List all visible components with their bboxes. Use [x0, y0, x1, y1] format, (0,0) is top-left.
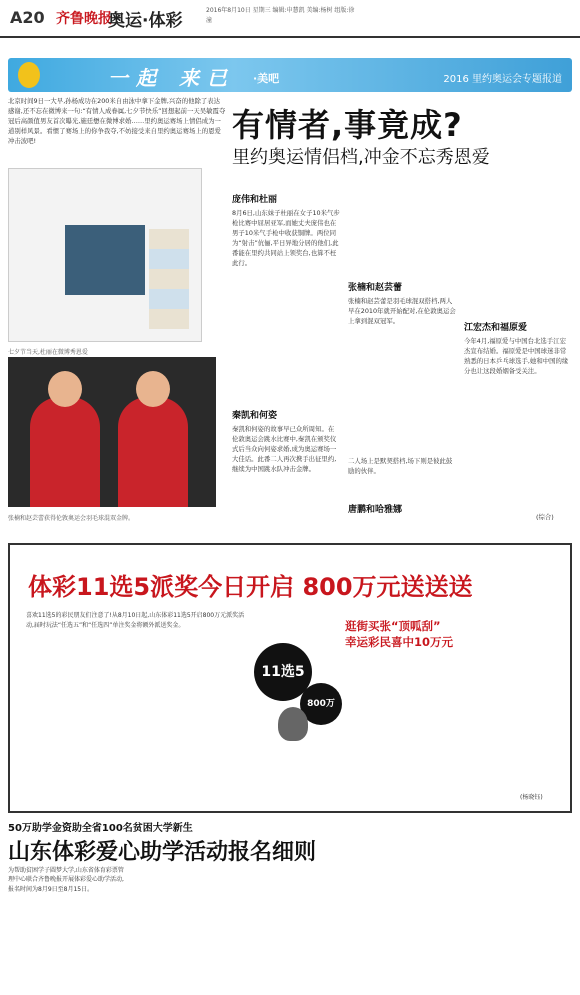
weibo-screenshot: [8, 168, 202, 342]
banner-right-text: 2016 里约奥运会专题报道: [443, 74, 562, 85]
lottery-graphic: [254, 643, 344, 743]
byline: (杨晓钰): [520, 794, 543, 801]
photo-caption: 张楠和赵芸蕾获得伦敦奥运会羽毛球混双金牌。: [8, 515, 135, 522]
charity-kicker: 50万助学金资助全省100名贫困大学新生: [8, 823, 193, 834]
section-title: 奥运·体彩: [108, 11, 183, 31]
ad-body: 喜欢11选5的彩民朋友们注意了!从8月10日起,山东体彩11选5开启800万元派奖活动,届时玩法“任选五”和“任选四”单注奖金将额外派送奖金。: [26, 612, 245, 629]
section-title: 江宏杰和福原爱: [464, 323, 528, 333]
prize-badge: 800万: [300, 683, 342, 725]
ad-story-line: 逛街买张“顶呱刮”: [345, 619, 441, 633]
section-title: 张楠和赵芸蕾: [348, 283, 403, 293]
mascot-icon: [18, 62, 40, 88]
ad-story-line: 幸运彩民喜中10万元: [345, 635, 454, 649]
page-header: [0, 0, 580, 38]
ad-story-title: [345, 618, 453, 650]
section-body: 秦凯和何姿的故事早已众所周知。在伦敦奥运会跳水比赛中,秦凯在颁奖仪式后当众向何姿求婚,成为奥运赛场一大佳话。此番二人再次携手出征里约,继续为中国跳水队冲击金牌。: [232, 425, 337, 473]
section-body: 二人场上是默契搭档,场下则是彼此鼓励的伙伴。: [348, 457, 453, 475]
feature-intro: 北京时间9日一大早,孙杨成功在200米自由泳中拿下金牌,兴奋的他除了表达感谢,还不忘在微博来一句:“有情人成眷属,七夕节快乐”回想起前一天吴敏霞夺冠后高颜值男友首次曝光,施廷懋在微博求婚……里约奥运赛场上情侣成为一道别样风景。看惯了赛场上的你争我夺,不妨接受来自里约奥运赛场上的恩爱冲击波吧!: [8, 97, 226, 145]
athlete-figure: [118, 397, 188, 507]
section-body: 8月6日,山东妹子杜丽在女子10米气步枪比赛中屈居亚军,而她丈夫庞伟也在男子10米气手枪中收获铜牌。两位同为“射击”伉俪,平日异地分居的他们,此番能在里约共同站上领奖台,也算不枉此行。: [232, 209, 340, 267]
banner-suffix: ·美吧: [253, 72, 280, 85]
athlete-figure: [30, 397, 100, 507]
athlete-head: [48, 371, 82, 407]
section-title: 秦凯和何姿: [232, 411, 278, 421]
byline: (综合): [536, 513, 554, 521]
banner-slogan: 一起 来已: [108, 66, 235, 90]
charity-body: 为帮助贫困学子圆梦大学,山东省体育彩票管理中心联合齐鲁晚报开展体彩爱心助学活动,报名时间为8月9日至8月15日。: [8, 867, 124, 893]
charity-title: 山东体彩爱心助学活动报名细则: [8, 840, 317, 865]
photo-strip: [149, 229, 189, 329]
lotto-badge: 11选5: [254, 643, 312, 701]
badminton-photo: [8, 357, 216, 507]
coin-bag-icon: [278, 707, 308, 741]
athlete-head: [136, 371, 170, 407]
photo-caption: 七夕节当天,杜丽在微博秀恩爱: [8, 349, 88, 356]
section-title: 庞伟和杜丽: [232, 195, 278, 205]
newspaper-logo: 齐鲁晚报: [56, 11, 112, 27]
feature-headline: 有情者,事竟成?: [232, 106, 463, 144]
page-meta: 2016年8月10日 星期三 编辑:申慧凯 美编:杨树 组版:徐潼: [206, 7, 355, 24]
feature-subheadline: 里约奥运情侣档,冲金不忘秀恩爱: [232, 147, 490, 168]
section-title: 唐鹏和哈雅娜: [348, 505, 403, 515]
ad-title: 体彩11选5派奖今日开启 800万元送送送: [28, 573, 473, 601]
shooting-photo: [65, 225, 145, 295]
section-body: 今年4月,福原爱与中国台北选手江宏杰宣布结婚。福原爱是中国球迷非常熟悉的日本乒乓球选手,她和中国的缘分也让这段婚姻备受关注。: [464, 337, 569, 375]
lottery-ad: [8, 543, 572, 813]
section-body: 张楠和赵芸蕾是羽毛球混双搭档,两人早在2010年就开始配对,在伦敦奥运会上拿到混双冠军。: [348, 297, 456, 325]
olympics-banner: [8, 58, 572, 92]
page-number: A20: [10, 8, 45, 27]
